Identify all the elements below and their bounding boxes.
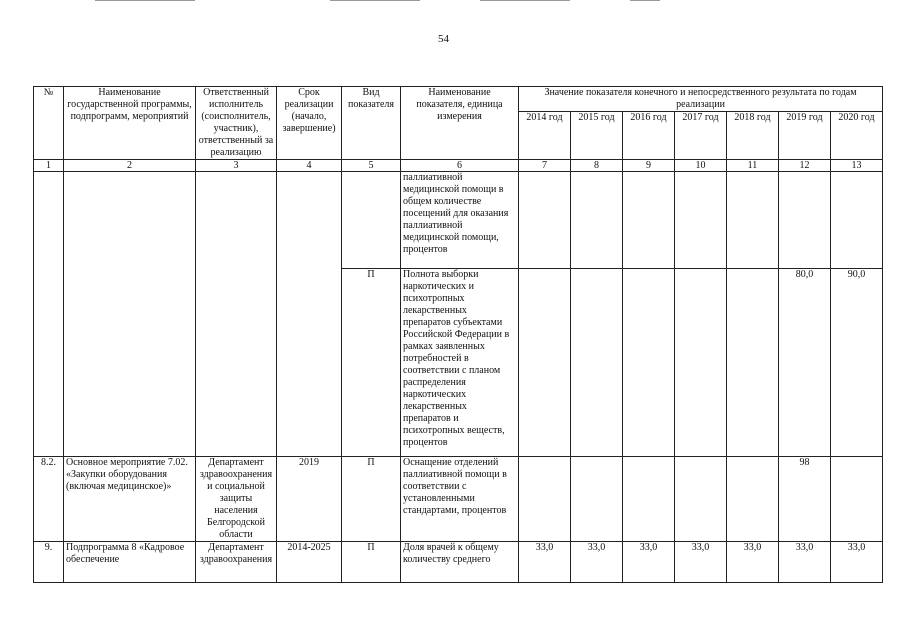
header-values-group: Значение показателя конечного и непосредственного результата по годам реализации [519,87,883,112]
row-value [831,457,883,542]
row-value [727,457,779,542]
scan-mark-top-3 [480,0,570,1]
table-row [34,457,883,542]
column-number: 12 [779,160,831,172]
row-term: 2014-2025 [277,542,342,583]
row-value: 33,0 [623,542,675,583]
column-number: 9 [623,160,675,172]
row-indicator: паллиативной медицинской помощи в общем количестве посещений для оказания паллиативной медицинской помощи, процентов [401,172,519,269]
row-value [675,457,727,542]
row-value: 33,0 [727,542,779,583]
row-type [342,172,401,269]
row-term: 2019 [277,457,342,542]
row-value: 33,0 [571,542,623,583]
header-year: 2016 год [623,112,675,160]
row-indicator: Оснащение отделений паллиативной помощи в соответствии с установленными стандартами, процентов [401,457,519,542]
column-number: 1 [34,160,64,172]
row-value [779,172,831,269]
row-value [571,457,623,542]
row-name: Основное мероприятие 7.02. «Закупки оборудования (включая медицинское)» [64,457,196,542]
header-term: Срок реализации (начало, завершение) [277,87,342,160]
row-responsible [196,172,277,457]
column-number: 6 [401,160,519,172]
header-name: Наименование государственной программы, подпрограмм, мероприятий [64,87,196,160]
row-value: 98 [779,457,831,542]
row-value [727,172,779,269]
row-num: 9. [34,542,64,583]
row-value: 33,0 [779,542,831,583]
row-value [675,172,727,269]
header-indicator-type: Вид показателя [342,87,401,160]
column-number: 13 [831,160,883,172]
row-indicator: Доля врачей к общему количеству среднего [401,542,519,583]
row-value [831,172,883,269]
column-number: 10 [675,160,727,172]
row-value [623,457,675,542]
row-responsible: Департамент здравоохранения и социальной защиты населения Белгородской области [196,457,277,542]
scan-mark-top-4 [630,0,660,1]
header-responsible: Ответственный исполнитель (соисполнитель, участник), ответственный за реализацию [196,87,277,160]
header-year: 2017 год [675,112,727,160]
scan-mark-top-1 [95,0,195,1]
row-value [571,269,623,457]
row-value: 90,0 [831,269,883,457]
row-value [571,172,623,269]
header-num: № [34,87,64,160]
row-value [623,269,675,457]
row-term [277,172,342,457]
column-number: 4 [277,160,342,172]
column-number: 2 [64,160,196,172]
header-year: 2014 год [519,112,571,160]
row-value [519,269,571,457]
row-responsible: Департамент здравоохранения [196,542,277,583]
row-num [34,172,64,457]
header-row-1 [34,87,883,112]
row-value [727,269,779,457]
row-type: П [342,457,401,542]
page-number: 54 [438,33,449,45]
column-number: 5 [342,160,401,172]
header-year: 2020 год [831,112,883,160]
column-number: 3 [196,160,277,172]
header-indicator-name: Наименование показателя, единица измерения [401,87,519,160]
row-value [519,172,571,269]
table-row [34,542,883,583]
scan-mark-top-2 [330,0,420,1]
row-value [623,172,675,269]
header-year: 2015 год [571,112,623,160]
column-number-row [34,160,883,172]
column-number: 7 [519,160,571,172]
page-bottom-edge [0,632,905,640]
row-type: П [342,269,401,457]
indicator-table [33,86,883,583]
row-value: 33,0 [675,542,727,583]
row-name [64,172,196,457]
row-indicator: Полнота выборки наркотических и психотропных лекарственных препаратов субъектами Российской Федерации в рамках заявленных потребностей в соответствии с планом распределения наркотических лекарственных препаратов и психотропных веществ, процентов [401,269,519,457]
header-year: 2018 год [727,112,779,160]
row-value: 80,0 [779,269,831,457]
row-value [675,269,727,457]
row-value: 33,0 [519,542,571,583]
row-name: Подпрограмма 8 «Кадровое обеспечение [64,542,196,583]
row-type: П [342,542,401,583]
row-value [519,457,571,542]
row-num: 8.2. [34,457,64,542]
column-number: 11 [727,160,779,172]
header-year: 2019 год [779,112,831,160]
table-row [34,172,883,269]
column-number: 8 [571,160,623,172]
row-value: 33,0 [831,542,883,583]
